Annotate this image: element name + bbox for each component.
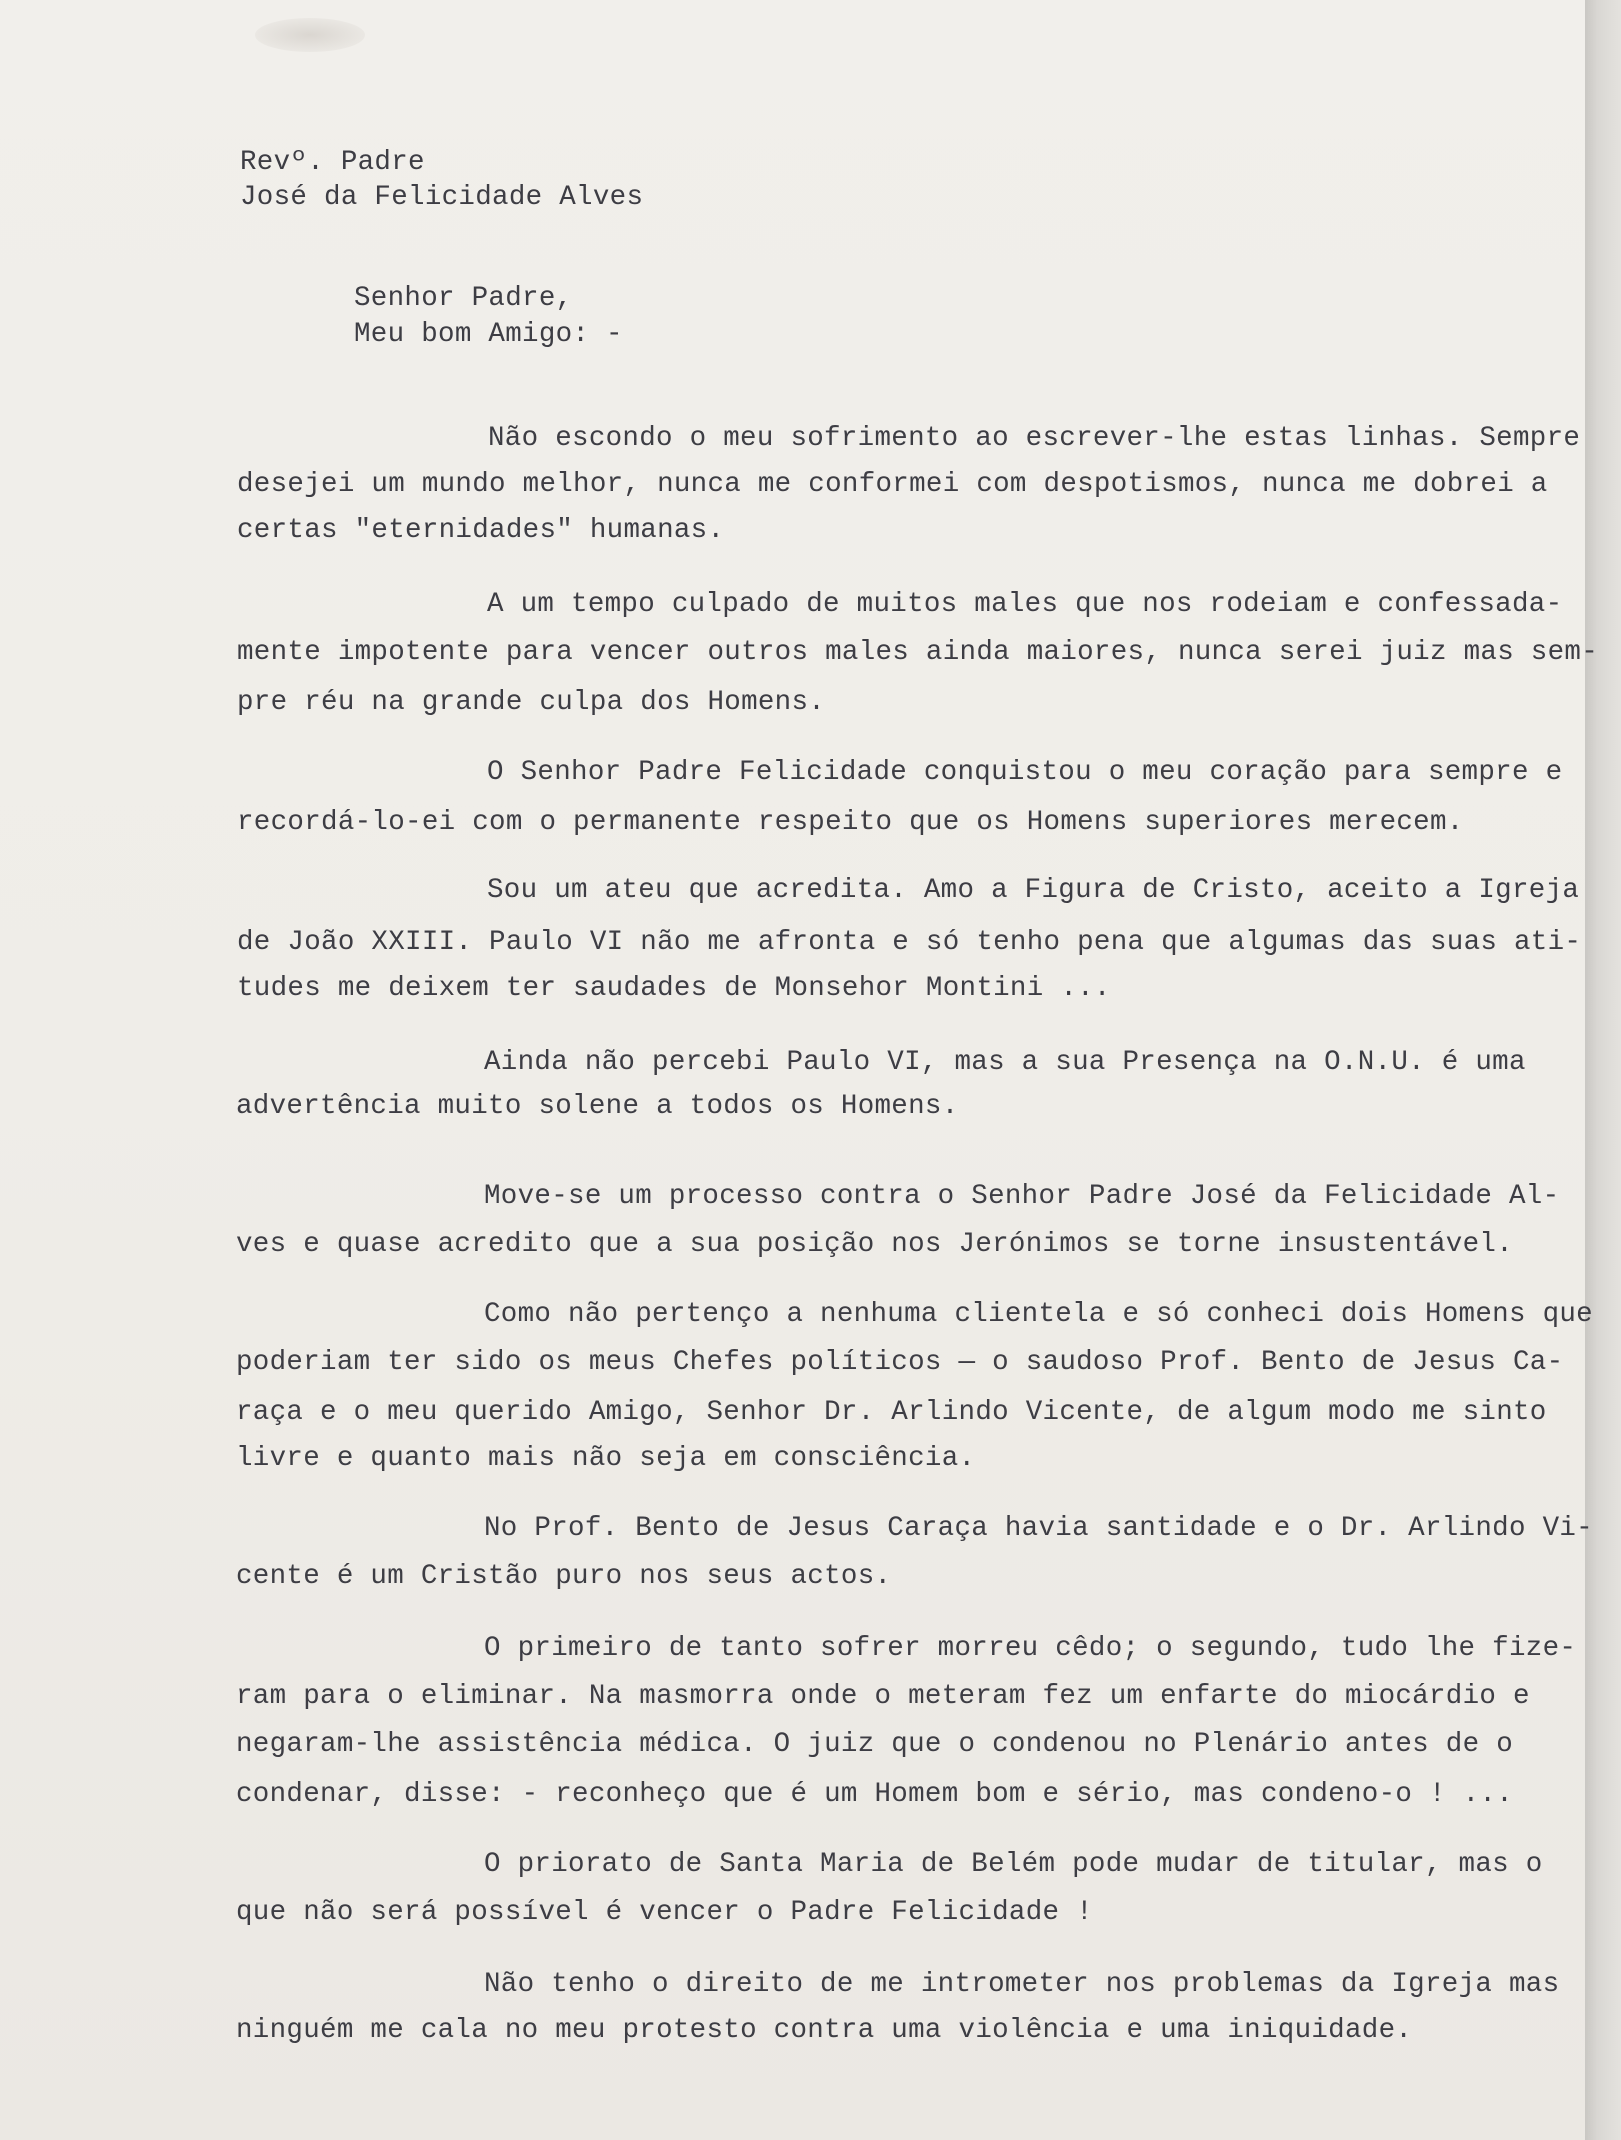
paragraph-line: poderiam ter sido os meus Chefes políticos — o saudoso Prof. Bento de Jesus Ca- (236, 1347, 1564, 1378)
paragraph-line: Ainda não percebi Paulo VI, mas a sua Presença na O.N.U. é uma (484, 1047, 1526, 1078)
paragraph-line: Não escondo o meu sofrimento ao escrever-lhe estas linhas. Sempre (488, 423, 1581, 454)
paragraph-line: ves e quase acredito que a sua posição nos Jerónimos se torne insustentável. (236, 1229, 1514, 1260)
paragraph-line: recordá-lo-ei com o permanente respeito que os Homens superiores merecem. (237, 807, 1464, 838)
paragraph-line: ninguém me cala no meu protesto contra uma violência e uma iniquidade. (236, 2015, 1413, 2046)
paragraph-line: No Prof. Bento de Jesus Caraça havia santidade e o Dr. Arlindo Vi- (484, 1513, 1593, 1544)
paragraph-line: certas "eternidades" humanas. (237, 515, 725, 546)
paragraph-line: Move-se um processo contra o Senhor Padre José da Felicidade Al- (484, 1181, 1560, 1212)
paragraph-line: Como não pertenço a nenhuma clientela e só conheci dois Homens que (484, 1299, 1593, 1330)
paragraph-line: ram para o eliminar. Na masmorra onde o meteram fez um enfarte do miocárdio e (236, 1681, 1530, 1712)
paragraph-line: pre réu na grande culpa dos Homens. (237, 687, 826, 718)
paragraph-line: mente impotente para vencer outros males ainda maiores, nunca serei juiz mas sem- (237, 637, 1599, 668)
salutation-line: Meu bom Amigo: - (354, 319, 623, 350)
paragraph-line: Não tenho o direito de me intrometer nos problemas da Igreja mas (484, 1969, 1560, 2000)
page-edge-shadow (1585, 0, 1621, 2140)
addressee-line: Revº. Padre (240, 147, 425, 178)
paragraph-line: O Senhor Padre Felicidade conquistou o meu coração para sempre e (487, 757, 1563, 788)
paragraph-line: tudes me deixem ter saudades de Monsehor Montini ... (237, 973, 1111, 1004)
paragraph-line: condenar, disse: - reconheço que é um Homem bom e sério, mas condeno-o ! ... (236, 1779, 1514, 1810)
paragraph-line: cente é um Cristão puro nos seus actos. (236, 1561, 892, 1592)
paragraph-line: advertência muito solene a todos os Homens. (236, 1091, 959, 1122)
paragraph-line: desejei um mundo melhor, nunca me conformei com despotismos, nunca me dobrei a (237, 469, 1548, 500)
salutation-line: Senhor Padre, (354, 283, 573, 314)
paragraph-line: livre e quanto mais não seja em consciência. (236, 1443, 976, 1474)
addressee-line: José da Felicidade Alves (240, 182, 644, 213)
paragraph-line: Sou um ateu que acredita. Amo a Figura de Cristo, aceito a Igreja (487, 875, 1580, 906)
paragraph-line: O primeiro de tanto sofrer morreu cêdo; o segundo, tudo lhe fize- (484, 1633, 1577, 1664)
paragraph-line: negaram-lhe assistência médica. O juiz que o condenou no Plenário antes de o (236, 1729, 1514, 1760)
paragraph-line: O priorato de Santa Maria de Belém pode mudar de titular, mas o (484, 1849, 1543, 1880)
paragraph-line: de João XXIII. Paulo VI não me afronta e só tenho pena que algumas das suas ati- (237, 927, 1582, 958)
paragraph-line: raça e o meu querido Amigo, Senhor Dr. Arlindo Vicente, de algum modo me sinto (236, 1397, 1547, 1428)
paragraph-line: A um tempo culpado de muitos males que nos rodeiam e confessada- (487, 589, 1563, 620)
paragraph-line: que não será possível é vencer o Padre Felicidade ! (236, 1897, 1093, 1928)
